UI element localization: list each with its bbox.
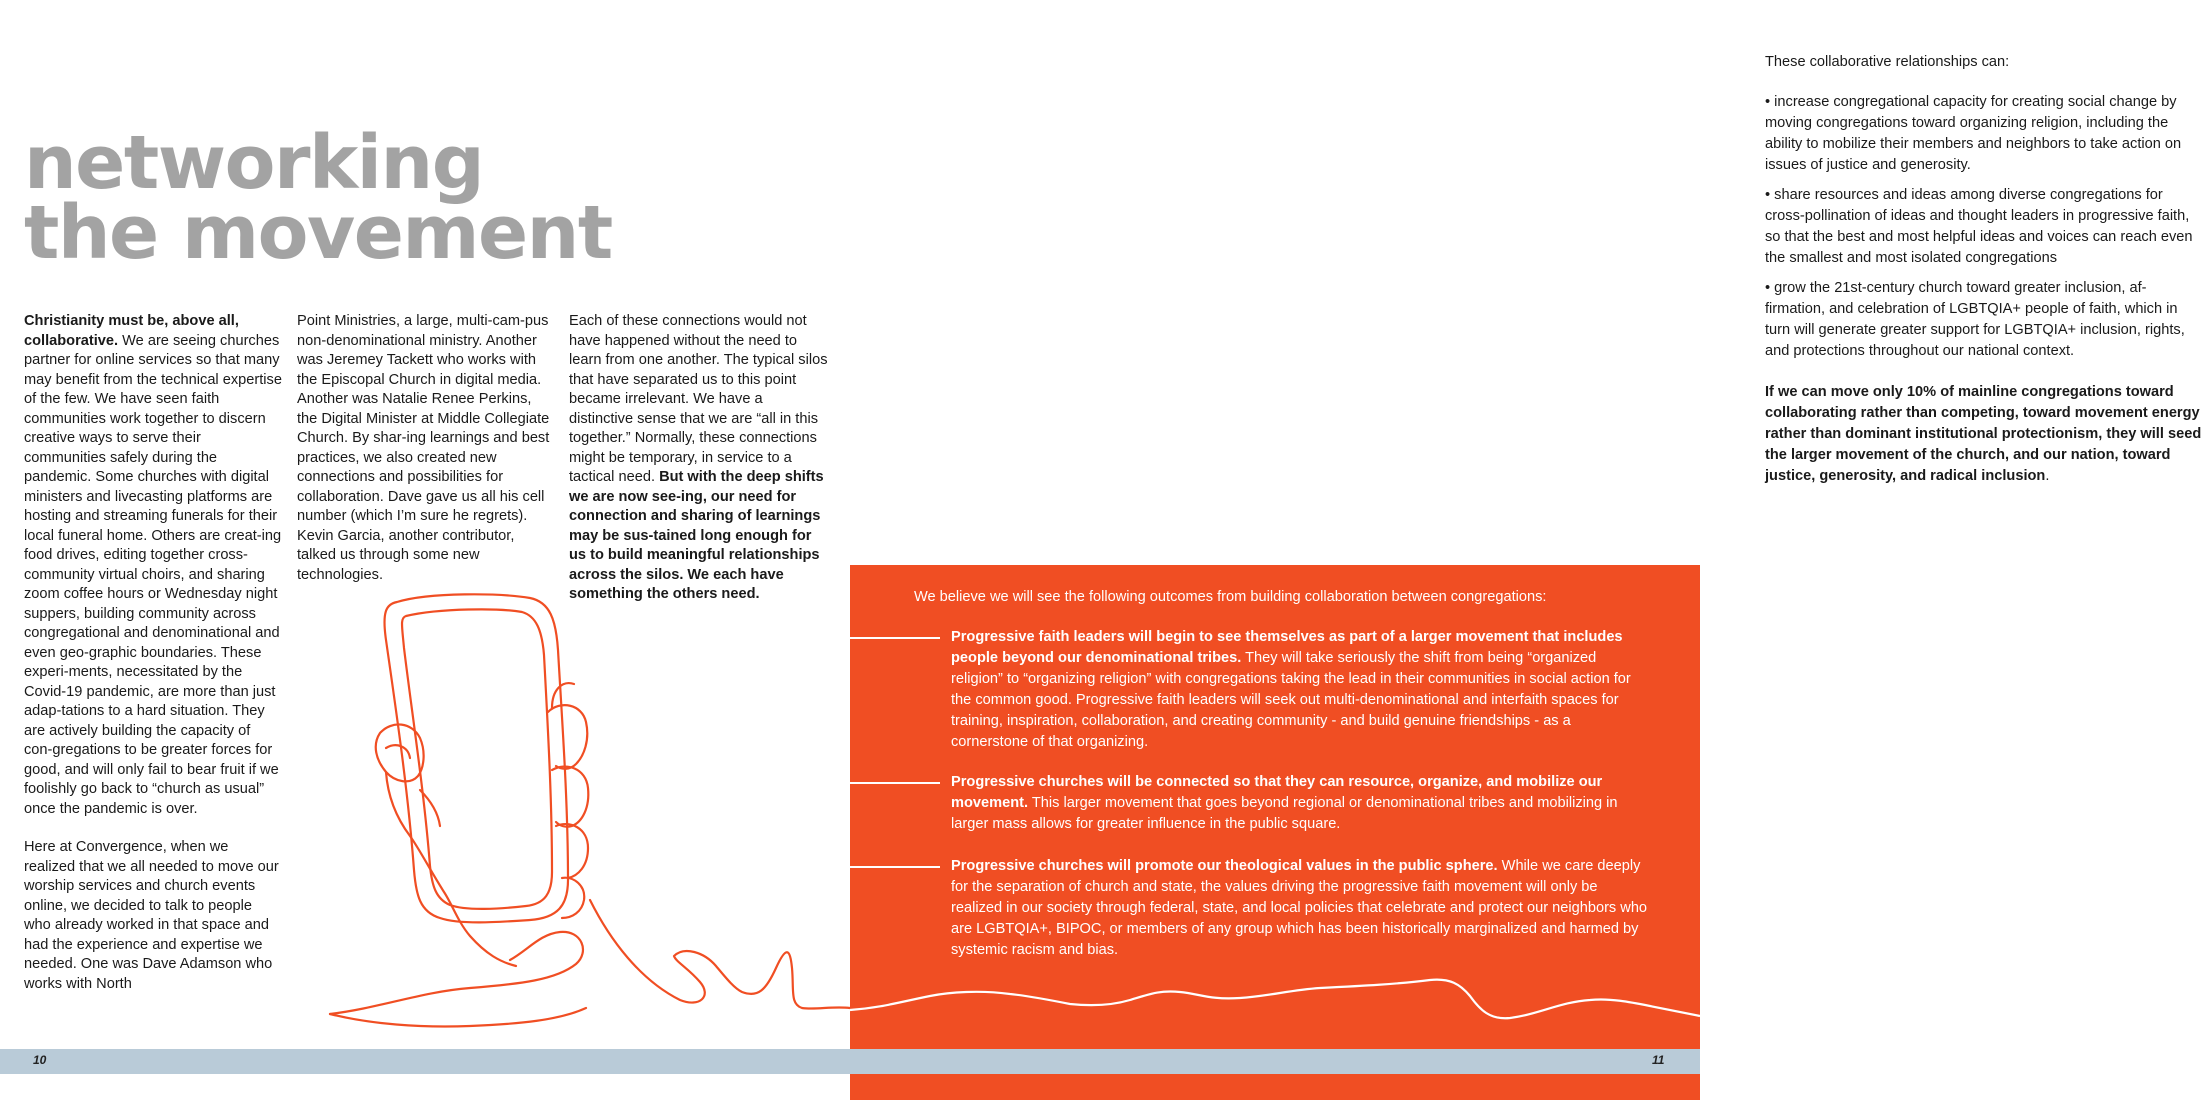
outcome-3-text: While we care deeply for the separation of church and state, the values driving the progressive faith movement will only be realized in our society through federal, state, and local policies that celebrate and protect our neighbors who are LGBTQIA+, BIPOC, or members of any group which has been historically marginalized and harmed by systemic racism and bias. bbox=[951, 858, 1648, 958]
outcome-item-3 bbox=[951, 856, 1651, 961]
outcome-rule-3 bbox=[850, 866, 940, 868]
text-column-2 bbox=[297, 312, 553, 585]
bold-statement bbox=[1765, 382, 2205, 487]
outcome-1-text: They will take seriously the shift from being “organized religion” to “organizing religion” with congregations taking the lead in their communities in social action for the common good. Progressive faith leaders will seek out multi-denominational and interfaith spaces for training, inspiration, collaboration, and creating community - and build genuine friendships - as a cornerstone of that organizing. bbox=[951, 650, 1631, 750]
bold-statement-period: . bbox=[2045, 468, 2050, 484]
footer-band bbox=[0, 1049, 1700, 1074]
bold-statement-text: If we can move only 10% of mainline congregations toward collaborating rather than competing, toward movement energy rather than dominant institutional protectionism, they will seed the larger movement of the church, and our nation, toward justice, generosity, and radical inclusion bbox=[1765, 384, 2202, 484]
col3-bold-text: But with the deep shifts we are now see-ing, our need for connection and sharing of learnings may be sus-tained long enough for us to build meaningful relationships across the silos. We each have something the others need. bbox=[569, 469, 824, 602]
outcome-rule-1 bbox=[850, 637, 940, 639]
outcome-2-bold: Progressive churches will be connected so that they can resource, organize, and mobilize our movement. bbox=[951, 774, 1603, 811]
bullet-item-2: • share resources and ideas among diverse congregations for cross-pollination of ideas and thought leaders in progressive faith, so that the best and most helpful ideas and voices can reach even the smallest and most isolated congregations bbox=[1765, 187, 2193, 266]
relationships-section bbox=[1765, 52, 2205, 487]
text-column-1 bbox=[24, 312, 282, 994]
outcome-2-text: This larger movement that goes beyond regional or denominational tribes and mobilizing in larger mass allows for greater influence in the public square. bbox=[951, 795, 1618, 832]
col1-paragraph-1-text: We are seeing churches partner for online services so that many may benefit from the technical expertise of the few. We have seen faith communities work together to discern creative ways to serve their communities safely during the pandemic. Some churches with digital ministers and livecasting platforms are hosting and streaming funerals for their local funeral home. Others are creat-ing food drives, editing together cross-community virtual choirs, and sharing zoom coffee hours or Wednesday night suppers, building community across congregational and denominational and even geo-graphic boundaries. These experi-ments, necessitated by the Covid-19 pandemic, are more than just adap-tations to a hard situation. They are actively building the capacity of con-gregations to be greater forces for good, and will only fail to bear fruit if we foolishly go back to “church as usual” once the pandemic is over. bbox=[24, 332, 282, 817]
col3-plain-text: Each of these connections would not have happened without the need to learn from one another. The typical silos that have separated us to this point became irrelevant. We have a distinctive sense that we are “all in this together.” Normally, these connections might be temporary, in service to a tactical need. bbox=[569, 313, 828, 485]
col3-paragraph bbox=[569, 312, 829, 605]
outcomes-intro: We believe we will see the following outcomes from building collaboration between congregations: bbox=[914, 589, 1547, 605]
page-number-right: 11 bbox=[1652, 1053, 1665, 1067]
relationships-intro: These collaborative relationships can: bbox=[1765, 54, 2010, 70]
outcome-rule-2 bbox=[850, 782, 940, 784]
outcome-1-bold: Progressive faith leaders will begin to see themselves as part of a larger movement that includes people beyond our denominational tribes. bbox=[951, 629, 1623, 666]
bullet-item-3: • grow the 21st-century church toward greater inclusion, af-firmation, and celebration of LGBTQIA+ people of faith, which in turn will generate greater support for LGBTQIA+ inclusion, rights, and protections throughout our national context. bbox=[1765, 280, 2185, 359]
outcomes-panel bbox=[850, 565, 1700, 1100]
page-title: networking the movement bbox=[24, 120, 612, 276]
outcome-3-bold: Progressive churches will promote our theological values in the public sphere. bbox=[951, 858, 1498, 874]
col1-lead-bold: Christianity must be, above all, collaborative. bbox=[24, 313, 239, 349]
outcome-item-2 bbox=[951, 772, 1651, 835]
text-column-3 bbox=[569, 312, 829, 605]
col1-paragraph-1 bbox=[24, 312, 282, 819]
outcome-item-1 bbox=[951, 627, 1651, 753]
bullet-item-1: • increase congregational capacity for creating social change by moving congregations toward organizing religion, including the ability to mobilize their members and neighbors to take action on issues of justice and generosity. bbox=[1765, 94, 2182, 173]
left-page bbox=[0, 0, 850, 1100]
page-number-left: 10 bbox=[33, 1053, 47, 1067]
col1-paragraph-2: Here at Convergence, when we realized that we all needed to move our worship services and church events online, we decided to talk to people who already worked in that space and had the experience and expertise we needed. One was Dave Adamson who works with North bbox=[24, 839, 279, 992]
col2-paragraph: Point Ministries, a large, multi-cam-pus non-denominational ministry. Another was Jeremey Tackett who works with the Episcopal Church in digital media. Another was Natalie Renee Perkins, the Digital Minister at Middle Collegiate Church. By shar-ing learnings and best practices, we also created new connections and possibilities for collaboration. Dave gave us all his cell number (which I’m sure he regrets). Kevin Garcia, another contributor, talked us through some new technologies. bbox=[297, 313, 550, 583]
